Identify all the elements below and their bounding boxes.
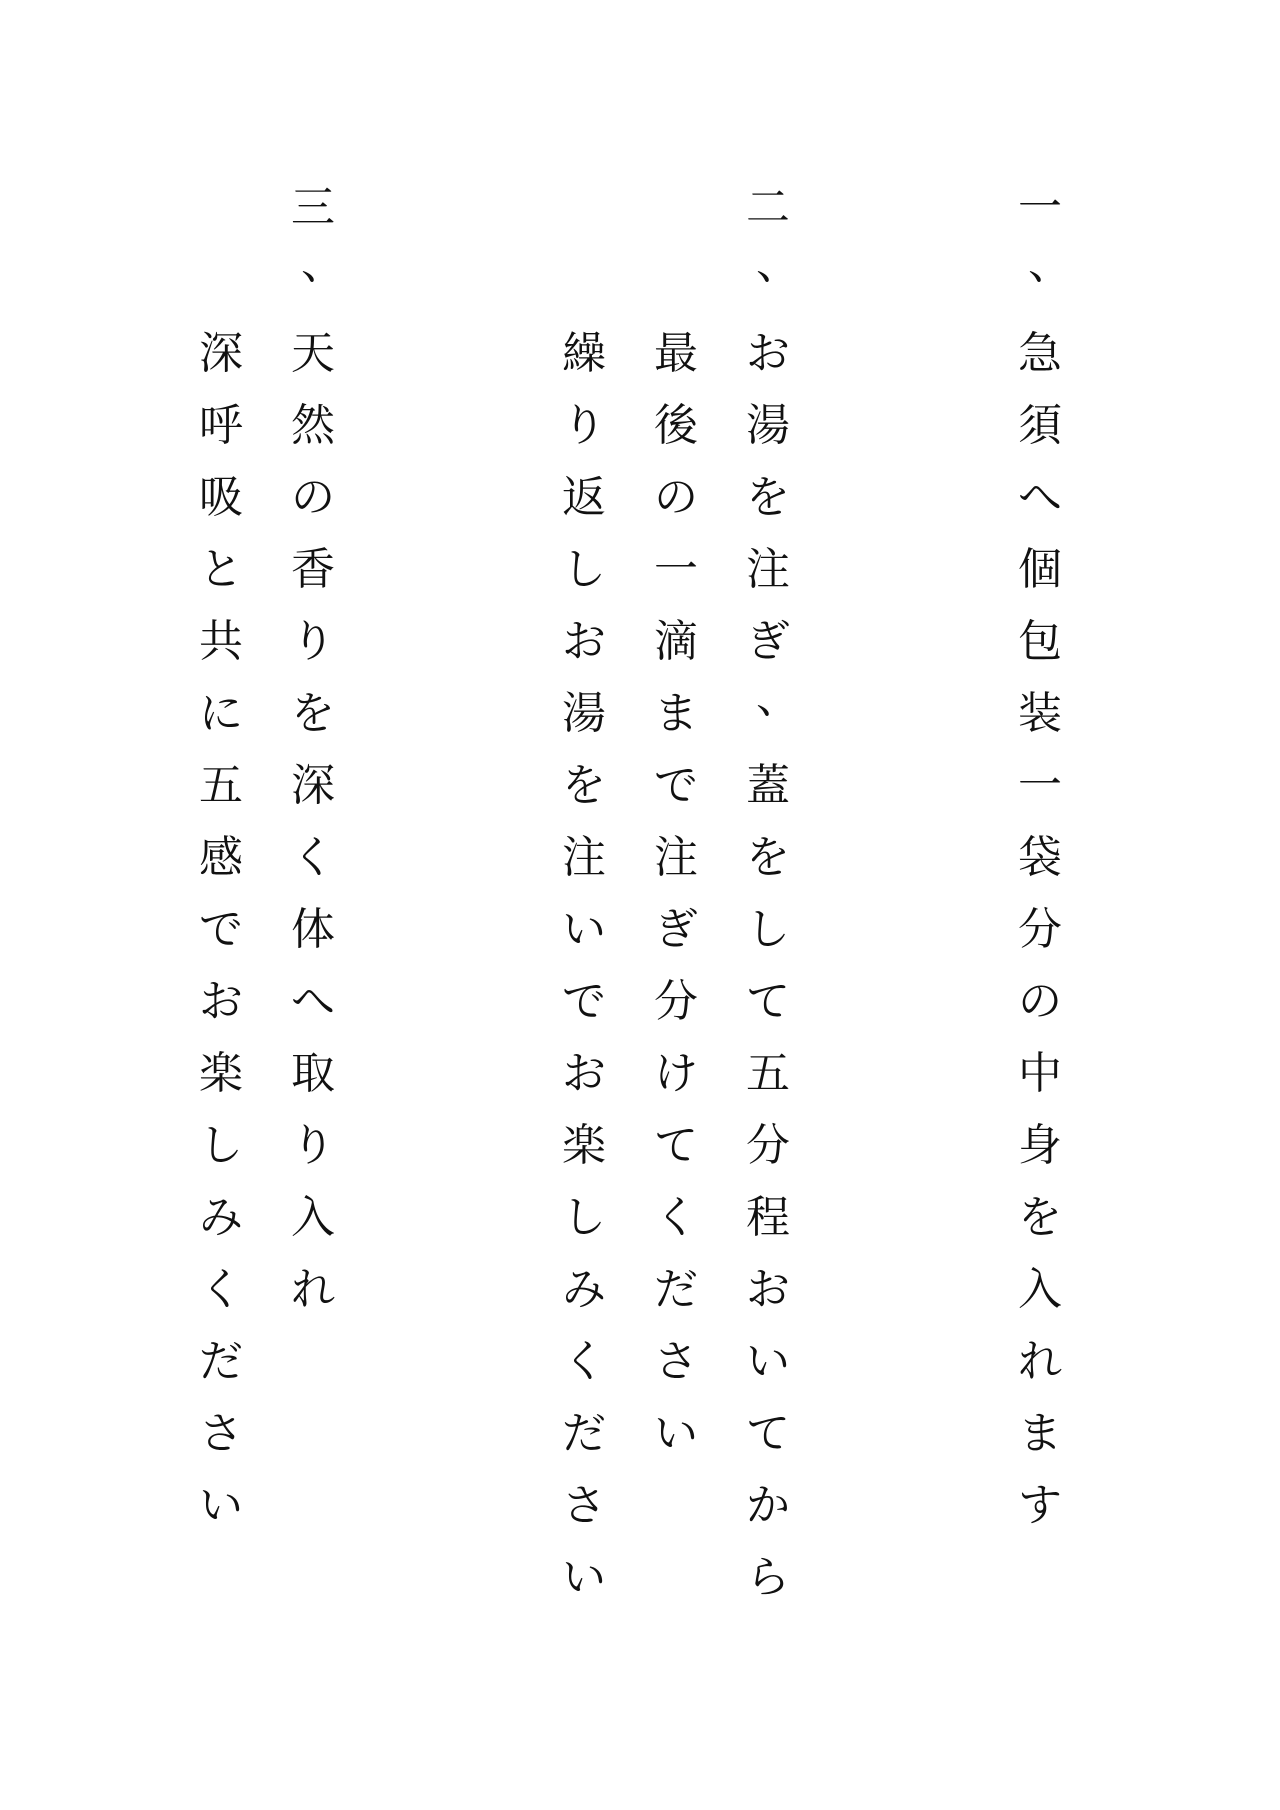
text-char: 滴 xyxy=(654,616,698,667)
text-char: お xyxy=(199,976,243,1027)
text-char: ぎ xyxy=(654,904,698,955)
text-char: 中 xyxy=(1018,1048,1062,1099)
text-char: 須 xyxy=(1018,400,1062,451)
text-char: 然 xyxy=(291,400,335,451)
text-char: み xyxy=(562,1264,606,1315)
text-char: 楽 xyxy=(199,1048,243,1099)
text-char: を xyxy=(746,472,790,523)
text-char: 後 xyxy=(654,400,698,451)
text-char: へ xyxy=(291,976,335,1027)
text-char: ま xyxy=(1018,1408,1062,1459)
text-char: 湯 xyxy=(746,400,790,451)
text-char: 共 xyxy=(199,616,243,667)
text-char: を xyxy=(291,688,335,739)
text-char: 分 xyxy=(746,1120,790,1171)
text-char: だ xyxy=(199,1336,243,1387)
text-char: す xyxy=(1018,1480,1062,1531)
text-char: と xyxy=(199,544,243,595)
text-char: り xyxy=(291,1120,335,1171)
step-3-marker xyxy=(283,172,343,316)
text-char: 五 xyxy=(199,760,243,811)
text-char: の xyxy=(291,472,335,523)
text-char: 深 xyxy=(199,328,243,379)
text-char: 分 xyxy=(1018,904,1062,955)
text-char: 体 xyxy=(291,904,335,955)
text-char: さ xyxy=(199,1408,243,1459)
text-char: で xyxy=(654,760,698,811)
text-char: か xyxy=(746,1480,790,1531)
text-char: 深 xyxy=(291,760,335,811)
text-char: 、 xyxy=(756,672,800,723)
text-char: 入 xyxy=(291,1192,335,1243)
text-char: 二 xyxy=(746,182,790,233)
text-char: ま xyxy=(654,688,698,739)
text-char: し xyxy=(199,1120,243,1171)
text-char: 繰 xyxy=(562,328,606,379)
text-char: れ xyxy=(291,1264,335,1315)
text-char: 香 xyxy=(291,544,335,595)
text-char: し xyxy=(562,544,606,595)
text-char: へ xyxy=(1018,472,1062,523)
text-char: 湯 xyxy=(562,688,606,739)
text-char: く xyxy=(654,1192,698,1243)
text-char: 注 xyxy=(654,832,698,883)
text-char: て xyxy=(746,976,790,1027)
text-char: さ xyxy=(654,1336,698,1387)
text-char: 一 xyxy=(1018,182,1062,233)
step-1-line-1 xyxy=(1010,318,1070,1542)
text-char: 感 xyxy=(199,832,243,883)
text-char: お xyxy=(562,1048,606,1099)
text-char: い xyxy=(746,1336,790,1387)
text-char: 、 xyxy=(301,238,345,289)
text-char: 個 xyxy=(1018,544,1062,595)
text-char: の xyxy=(654,472,698,523)
text-char: 身 xyxy=(1018,1120,1062,1171)
text-char: 吸 xyxy=(199,472,243,523)
text-char: 三 xyxy=(291,182,335,233)
text-char: を xyxy=(1018,1192,1062,1243)
text-char: く xyxy=(199,1264,243,1315)
text-char: く xyxy=(291,832,335,883)
text-char: さ xyxy=(562,1480,606,1531)
text-char: 一 xyxy=(654,544,698,595)
text-char: だ xyxy=(654,1264,698,1315)
text-char: 注 xyxy=(562,832,606,883)
step-2-line-2 xyxy=(646,318,706,1470)
text-char: で xyxy=(562,976,606,1027)
text-char: り xyxy=(291,616,335,667)
text-char: い xyxy=(199,1480,243,1531)
text-char: て xyxy=(746,1408,790,1459)
text-char: だ xyxy=(562,1408,606,1459)
text-char: 装 xyxy=(1018,688,1062,739)
text-char: 袋 xyxy=(1018,832,1062,883)
step-1-marker xyxy=(1010,172,1070,316)
text-char: を xyxy=(746,832,790,883)
text-char: 蓋 xyxy=(746,760,790,811)
text-char: お xyxy=(562,616,606,667)
text-char: て xyxy=(654,1120,698,1171)
text-char: ら xyxy=(746,1552,790,1603)
text-char: ぎ xyxy=(746,616,790,667)
text-char: 、 xyxy=(1028,238,1072,289)
text-char: れ xyxy=(1018,1336,1062,1387)
text-char: で xyxy=(199,904,243,955)
text-char: み xyxy=(199,1192,243,1243)
text-char: 返 xyxy=(562,472,606,523)
text-char: い xyxy=(562,904,606,955)
text-char: 程 xyxy=(746,1192,790,1243)
text-char: り xyxy=(562,400,606,451)
text-char: く xyxy=(562,1336,606,1387)
text-char: け xyxy=(654,1048,698,1099)
step-3-line-1 xyxy=(283,318,343,1326)
text-char: の xyxy=(1018,976,1062,1027)
text-char: 入 xyxy=(1018,1264,1062,1315)
text-char: 急 xyxy=(1018,328,1062,379)
text-char: 分 xyxy=(654,976,698,1027)
step-2-line-1 xyxy=(738,318,798,1614)
text-char: 呼 xyxy=(199,400,243,451)
text-char: に xyxy=(199,688,243,739)
text-char: 楽 xyxy=(562,1120,606,1171)
text-char: 、 xyxy=(756,238,800,289)
text-char: 包 xyxy=(1018,616,1062,667)
text-char: い xyxy=(562,1552,606,1603)
step-2-marker xyxy=(738,172,798,316)
text-char: を xyxy=(562,760,606,811)
text-char: 注 xyxy=(746,544,790,595)
text-char: お xyxy=(746,328,790,379)
text-char: 最 xyxy=(654,328,698,379)
text-char: 一 xyxy=(1018,760,1062,811)
step-2-line-3 xyxy=(554,318,614,1614)
text-char: 五 xyxy=(746,1048,790,1099)
step-3-line-2 xyxy=(191,318,251,1542)
text-char: い xyxy=(654,1408,698,1459)
text-char: し xyxy=(562,1192,606,1243)
text-char: 天 xyxy=(291,328,335,379)
text-char: 取 xyxy=(291,1048,335,1099)
text-char: し xyxy=(746,904,790,955)
text-char: お xyxy=(746,1264,790,1315)
